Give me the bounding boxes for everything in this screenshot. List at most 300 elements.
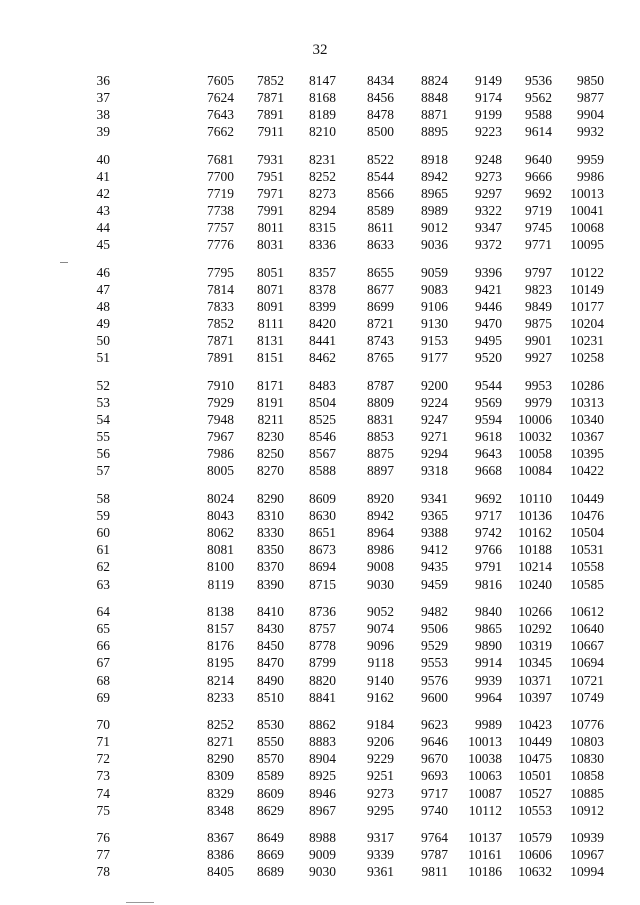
value-cell: 9890 <box>475 638 502 654</box>
value-cell: 9153 <box>421 333 448 349</box>
value-cell: 8715 <box>309 576 336 592</box>
value-cell: 10231 <box>570 333 604 349</box>
value-cell: 8875 <box>367 446 394 462</box>
value-cell: 9742 <box>475 525 502 541</box>
value-cell: 10553 <box>518 802 552 818</box>
value-cell: 10136 <box>518 508 552 524</box>
value-cell: 9643 <box>475 446 502 462</box>
value-cell: 7681 <box>207 151 234 167</box>
value-cell: 9797 <box>525 264 552 280</box>
value-cell: 10041 <box>570 203 604 219</box>
row-number-cell: 59 <box>96 508 110 524</box>
value-cell: 9811 <box>421 864 448 880</box>
table-row <box>70 411 604 428</box>
value-cell: 8699 <box>367 299 394 315</box>
margin-mark <box>60 262 68 263</box>
table-row <box>70 672 604 689</box>
value-cell: 9149 <box>475 73 502 88</box>
table-row <box>70 72 604 89</box>
value-cell: 10063 <box>468 768 502 784</box>
value-cell: 9771 <box>525 237 552 253</box>
value-cell: 8478 <box>367 107 394 123</box>
value-cell: 8211 <box>257 412 284 428</box>
value-cell: 8357 <box>309 264 336 280</box>
value-cell: 8271 <box>207 734 234 750</box>
value-cell: 8005 <box>207 463 234 479</box>
value-cell: 9692 <box>475 491 502 507</box>
value-cell: 9074 <box>367 621 394 637</box>
value-cell: 8456 <box>367 90 394 106</box>
value-cell: 8147 <box>309 73 336 88</box>
value-cell: 9412 <box>421 542 448 558</box>
value-cell: 10367 <box>570 429 604 445</box>
value-cell: 10939 <box>570 830 604 846</box>
table-row <box>70 123 604 140</box>
table-row <box>70 298 604 315</box>
value-cell: 8410 <box>257 604 284 620</box>
table-row <box>70 428 604 445</box>
value-cell: 8588 <box>309 463 336 479</box>
value-cell: 9646 <box>421 734 448 750</box>
value-cell: 8799 <box>309 655 336 671</box>
row-number-cell: 42 <box>96 186 110 202</box>
value-cell: 8370 <box>257 559 284 575</box>
value-cell: 9030 <box>367 576 394 592</box>
table-row <box>70 89 604 106</box>
value-cell: 9740 <box>421 802 448 818</box>
value-cell: 9614 <box>525 124 552 140</box>
table-row <box>70 168 604 185</box>
row-number-cell: 49 <box>96 316 110 332</box>
value-cell: 8420 <box>309 316 336 332</box>
row-group <box>70 490 604 593</box>
value-cell: 9177 <box>421 350 448 366</box>
value-cell: 7951 <box>257 168 284 184</box>
value-cell: 10967 <box>570 847 604 863</box>
value-cell: 9588 <box>525 107 552 123</box>
value-cell: 10803 <box>570 734 604 750</box>
value-cell: 8367 <box>207 830 234 846</box>
row-number-cell: 62 <box>96 559 110 575</box>
value-cell: 10095 <box>570 237 604 253</box>
row-number-cell: 73 <box>96 768 110 784</box>
row-number-cell: 63 <box>96 576 110 592</box>
value-cell: 7605 <box>207 73 234 88</box>
table-row <box>70 829 604 846</box>
value-cell: 8820 <box>309 672 336 688</box>
value-cell: 10776 <box>570 717 604 733</box>
value-cell: 10161 <box>468 847 502 863</box>
value-cell: 8430 <box>257 621 284 637</box>
value-cell: 9506 <box>421 621 448 637</box>
value-cell: 9388 <box>421 525 448 541</box>
value-cell: 9248 <box>475 151 502 167</box>
row-number-cell: 67 <box>96 655 110 671</box>
value-cell: 8214 <box>207 672 234 688</box>
value-cell: 9576 <box>421 672 448 688</box>
table-row <box>70 151 604 168</box>
value-cell: 8609 <box>309 491 336 507</box>
value-cell: 9529 <box>421 638 448 654</box>
value-cell: 9717 <box>421 785 448 801</box>
value-cell: 8024 <box>207 491 234 507</box>
value-cell: 9717 <box>475 508 502 524</box>
value-cell: 8942 <box>367 508 394 524</box>
value-cell: 10749 <box>570 689 604 705</box>
value-cell: 10422 <box>570 463 604 479</box>
table-row <box>70 394 604 411</box>
value-cell: 8787 <box>367 378 394 393</box>
value-cell: 8721 <box>367 316 394 332</box>
value-cell: 9361 <box>367 864 394 880</box>
value-cell: 8131 <box>257 333 284 349</box>
value-cell: 10340 <box>570 412 604 428</box>
value-cell: 8967 <box>309 802 336 818</box>
value-cell: 9764 <box>421 830 448 846</box>
value-cell: 8965 <box>421 186 448 202</box>
value-cell: 10258 <box>570 350 604 366</box>
value-cell: 9986 <box>577 168 604 184</box>
value-cell: 8157 <box>207 621 234 637</box>
value-cell: 8964 <box>367 525 394 541</box>
value-cell: 9130 <box>421 316 448 332</box>
value-cell: 8111 <box>258 316 284 332</box>
value-cell: 8233 <box>207 689 234 705</box>
value-cell: 10504 <box>570 525 604 541</box>
value-cell: 8649 <box>257 830 284 846</box>
row-number-cell: 69 <box>96 689 110 705</box>
value-cell: 7891 <box>207 350 234 366</box>
value-cell: 9618 <box>475 429 502 445</box>
value-cell: 8315 <box>309 220 336 236</box>
row-number-cell: 78 <box>96 864 110 880</box>
value-cell: 8895 <box>421 124 448 140</box>
table-row <box>70 654 604 671</box>
value-cell: 10177 <box>570 299 604 315</box>
value-cell: 8230 <box>257 429 284 445</box>
row-number-cell: 61 <box>96 542 110 558</box>
value-cell: 10313 <box>570 395 604 411</box>
value-cell: 9692 <box>525 186 552 202</box>
value-cell: 9959 <box>577 151 604 167</box>
value-cell: 9600 <box>421 689 448 705</box>
row-number-cell: 53 <box>96 395 110 411</box>
value-cell: 7891 <box>257 107 284 123</box>
row-number-cell: 68 <box>96 672 110 688</box>
value-cell: 10240 <box>518 576 552 592</box>
value-cell: 9341 <box>421 491 448 507</box>
value-cell: 7624 <box>207 90 234 106</box>
value-cell: 8765 <box>367 350 394 366</box>
value-cell: 8853 <box>367 429 394 445</box>
value-cell: 9594 <box>475 412 502 428</box>
value-cell: 8231 <box>309 151 336 167</box>
row-number-cell: 70 <box>96 717 110 733</box>
row-number-cell: 77 <box>96 847 110 863</box>
table-row <box>70 689 604 706</box>
value-cell: 9668 <box>475 463 502 479</box>
value-cell: 7719 <box>207 186 234 202</box>
row-number-cell: 72 <box>96 751 110 767</box>
value-cell: 8062 <box>207 525 234 541</box>
table-row <box>70 603 604 620</box>
value-cell: 9666 <box>525 168 552 184</box>
value-cell: 8504 <box>309 395 336 411</box>
value-cell: 8550 <box>257 734 284 750</box>
row-group <box>70 72 604 140</box>
table-row <box>70 281 604 298</box>
value-cell: 8544 <box>367 168 394 184</box>
table-row <box>70 349 604 366</box>
value-cell: 8378 <box>309 282 336 298</box>
value-cell: 9036 <box>421 237 448 253</box>
row-number-cell: 58 <box>96 491 110 507</box>
value-cell: 8630 <box>309 508 336 524</box>
value-cell: 8119 <box>207 576 234 592</box>
value-cell: 10449 <box>570 491 604 507</box>
value-cell: 8290 <box>207 751 234 767</box>
value-cell: 10830 <box>570 751 604 767</box>
value-cell: 7700 <box>207 168 234 184</box>
value-cell: 9495 <box>475 333 502 349</box>
value-cell: 8252 <box>309 168 336 184</box>
value-cell: 9719 <box>525 203 552 219</box>
value-cell: 10531 <box>570 542 604 558</box>
value-cell: 9200 <box>421 378 448 393</box>
value-cell: 9544 <box>475 378 502 393</box>
value-cell: 8043 <box>207 508 234 524</box>
value-cell: 8138 <box>207 604 234 620</box>
value-cell: 8609 <box>257 785 284 801</box>
value-cell: 8210 <box>309 124 336 140</box>
value-cell: 9322 <box>475 203 502 219</box>
value-cell: 8778 <box>309 638 336 654</box>
value-cell: 8988 <box>309 830 336 846</box>
value-cell: 9849 <box>525 299 552 315</box>
value-cell: 8011 <box>257 220 284 236</box>
value-cell: 8986 <box>367 542 394 558</box>
value-cell: 9295 <box>367 802 394 818</box>
row-number-cell: 47 <box>96 282 110 298</box>
value-cell: 9318 <box>421 463 448 479</box>
value-cell: 9932 <box>577 124 604 140</box>
table-row <box>70 733 604 750</box>
value-cell: 9339 <box>367 847 394 863</box>
value-cell: 8673 <box>309 542 336 558</box>
row-group <box>70 151 604 254</box>
value-cell: 7871 <box>257 90 284 106</box>
value-cell: 7738 <box>207 203 234 219</box>
table-row <box>70 576 604 593</box>
value-cell: 10214 <box>518 559 552 575</box>
value-cell: 9297 <box>475 186 502 202</box>
value-cell: 8273 <box>309 186 336 202</box>
value-cell: 8510 <box>257 689 284 705</box>
value-cell: 8171 <box>257 378 284 393</box>
row-number-cell: 43 <box>96 203 110 219</box>
value-cell: 10137 <box>468 830 502 846</box>
value-cell: 10612 <box>570 604 604 620</box>
value-cell: 10858 <box>570 768 604 784</box>
row-number-cell: 37 <box>96 90 110 106</box>
table-row <box>70 541 604 558</box>
value-cell: 10149 <box>570 282 604 298</box>
row-number-cell: 39 <box>96 124 110 140</box>
value-cell: 9865 <box>475 621 502 637</box>
value-cell: 10558 <box>570 559 604 575</box>
value-cell: 9470 <box>475 316 502 332</box>
table-row <box>70 846 604 863</box>
table-row <box>70 202 604 219</box>
value-cell: 10721 <box>570 672 604 688</box>
row-group <box>70 716 604 819</box>
table-row <box>70 219 604 236</box>
value-cell: 9083 <box>421 282 448 298</box>
value-cell: 10994 <box>570 864 604 880</box>
value-cell: 8290 <box>257 491 284 507</box>
row-group <box>70 603 604 706</box>
value-cell: 9012 <box>421 220 448 236</box>
row-number-cell: 56 <box>96 446 110 462</box>
table-row <box>70 185 604 202</box>
value-cell: 9273 <box>475 168 502 184</box>
value-cell: 8309 <box>207 768 234 784</box>
value-cell: 9877 <box>577 90 604 106</box>
value-cell: 8405 <box>207 864 234 880</box>
value-cell: 8250 <box>257 446 284 462</box>
table-row <box>70 620 604 637</box>
value-cell: 8500 <box>367 124 394 140</box>
value-cell: 10345 <box>518 655 552 671</box>
value-cell: 7662 <box>207 124 234 140</box>
value-cell: 7948 <box>207 412 234 428</box>
value-cell: 8871 <box>421 107 448 123</box>
value-cell: 9536 <box>525 73 552 88</box>
row-number-cell: 57 <box>96 463 110 479</box>
table-row <box>70 637 604 654</box>
value-cell: 10188 <box>518 542 552 558</box>
value-cell: 8310 <box>257 508 284 524</box>
value-cell: 9294 <box>421 446 448 462</box>
table-row <box>70 332 604 349</box>
value-cell: 9623 <box>421 717 448 733</box>
value-cell: 7757 <box>207 220 234 236</box>
value-cell: 7833 <box>207 299 234 315</box>
value-cell: 10476 <box>570 508 604 524</box>
value-cell: 7931 <box>257 151 284 167</box>
value-cell: 8336 <box>309 237 336 253</box>
value-cell: 9174 <box>475 90 502 106</box>
row-number-cell: 71 <box>96 734 110 750</box>
table-row <box>70 558 604 575</box>
row-number-cell: 36 <box>96 73 110 88</box>
value-cell: 9459 <box>421 576 448 592</box>
value-cell: 8567 <box>309 446 336 462</box>
value-cell: 8522 <box>367 151 394 167</box>
value-cell: 10122 <box>570 264 604 280</box>
value-cell: 8091 <box>257 299 284 315</box>
value-cell: 8294 <box>309 203 336 219</box>
value-cell: 8920 <box>367 491 394 507</box>
row-group <box>70 377 604 480</box>
value-cell: 9009 <box>309 847 336 863</box>
table-row <box>70 106 604 123</box>
row-number-cell: 38 <box>96 107 110 123</box>
value-cell: 8490 <box>257 672 284 688</box>
value-cell: 8450 <box>257 638 284 654</box>
value-cell: 8689 <box>257 864 284 880</box>
value-cell: 8669 <box>257 847 284 863</box>
value-cell: 9989 <box>475 717 502 733</box>
value-cell: 8743 <box>367 333 394 349</box>
value-cell: 9787 <box>421 847 448 863</box>
row-number-cell: 50 <box>96 333 110 349</box>
value-cell: 8629 <box>257 802 284 818</box>
value-cell: 10110 <box>518 491 552 507</box>
value-cell: 9140 <box>367 672 394 688</box>
value-cell: 9347 <box>475 220 502 236</box>
row-group <box>70 264 604 367</box>
value-cell: 8677 <box>367 282 394 298</box>
value-cell: 8399 <box>309 299 336 315</box>
value-cell: 7929 <box>207 395 234 411</box>
value-cell: 7852 <box>207 316 234 332</box>
value-cell: 8434 <box>367 73 394 88</box>
value-cell: 10912 <box>570 802 604 818</box>
table-row <box>70 377 604 394</box>
value-cell: 8071 <box>257 282 284 298</box>
value-cell: 8441 <box>309 333 336 349</box>
row-number-cell: 74 <box>96 785 110 801</box>
row-number-cell: 64 <box>96 604 110 620</box>
table-row <box>70 462 604 479</box>
value-cell: 10204 <box>570 316 604 332</box>
value-cell: 8525 <box>309 412 336 428</box>
value-cell: 9816 <box>475 576 502 592</box>
value-cell: 10058 <box>518 446 552 462</box>
value-cell: 8348 <box>207 802 234 818</box>
number-table <box>70 72 604 891</box>
value-cell: 8831 <box>367 412 394 428</box>
value-cell: 8151 <box>257 350 284 366</box>
value-cell: 10423 <box>518 717 552 733</box>
value-cell: 9766 <box>475 542 502 558</box>
value-cell: 9435 <box>421 559 448 575</box>
value-cell: 8546 <box>309 429 336 445</box>
value-cell: 10162 <box>518 525 552 541</box>
value-cell: 7991 <box>257 203 284 219</box>
value-cell: 9875 <box>525 316 552 332</box>
value-cell: 10087 <box>468 785 502 801</box>
value-cell: 8386 <box>207 847 234 863</box>
row-number-cell: 41 <box>96 168 110 184</box>
value-cell: 9823 <box>525 282 552 298</box>
table-row <box>70 490 604 507</box>
table-row <box>70 716 604 733</box>
table-row <box>70 445 604 462</box>
value-cell: 10084 <box>518 463 552 479</box>
value-cell: 9273 <box>367 785 394 801</box>
value-cell: 8350 <box>257 542 284 558</box>
value-cell: 10266 <box>518 604 552 620</box>
value-cell: 7871 <box>207 333 234 349</box>
row-number-cell: 46 <box>96 264 110 280</box>
value-cell: 9953 <box>525 378 552 393</box>
value-cell: 9569 <box>475 395 502 411</box>
value-cell: 8530 <box>257 717 284 733</box>
value-cell: 9008 <box>367 559 394 575</box>
value-cell: 10527 <box>518 785 552 801</box>
